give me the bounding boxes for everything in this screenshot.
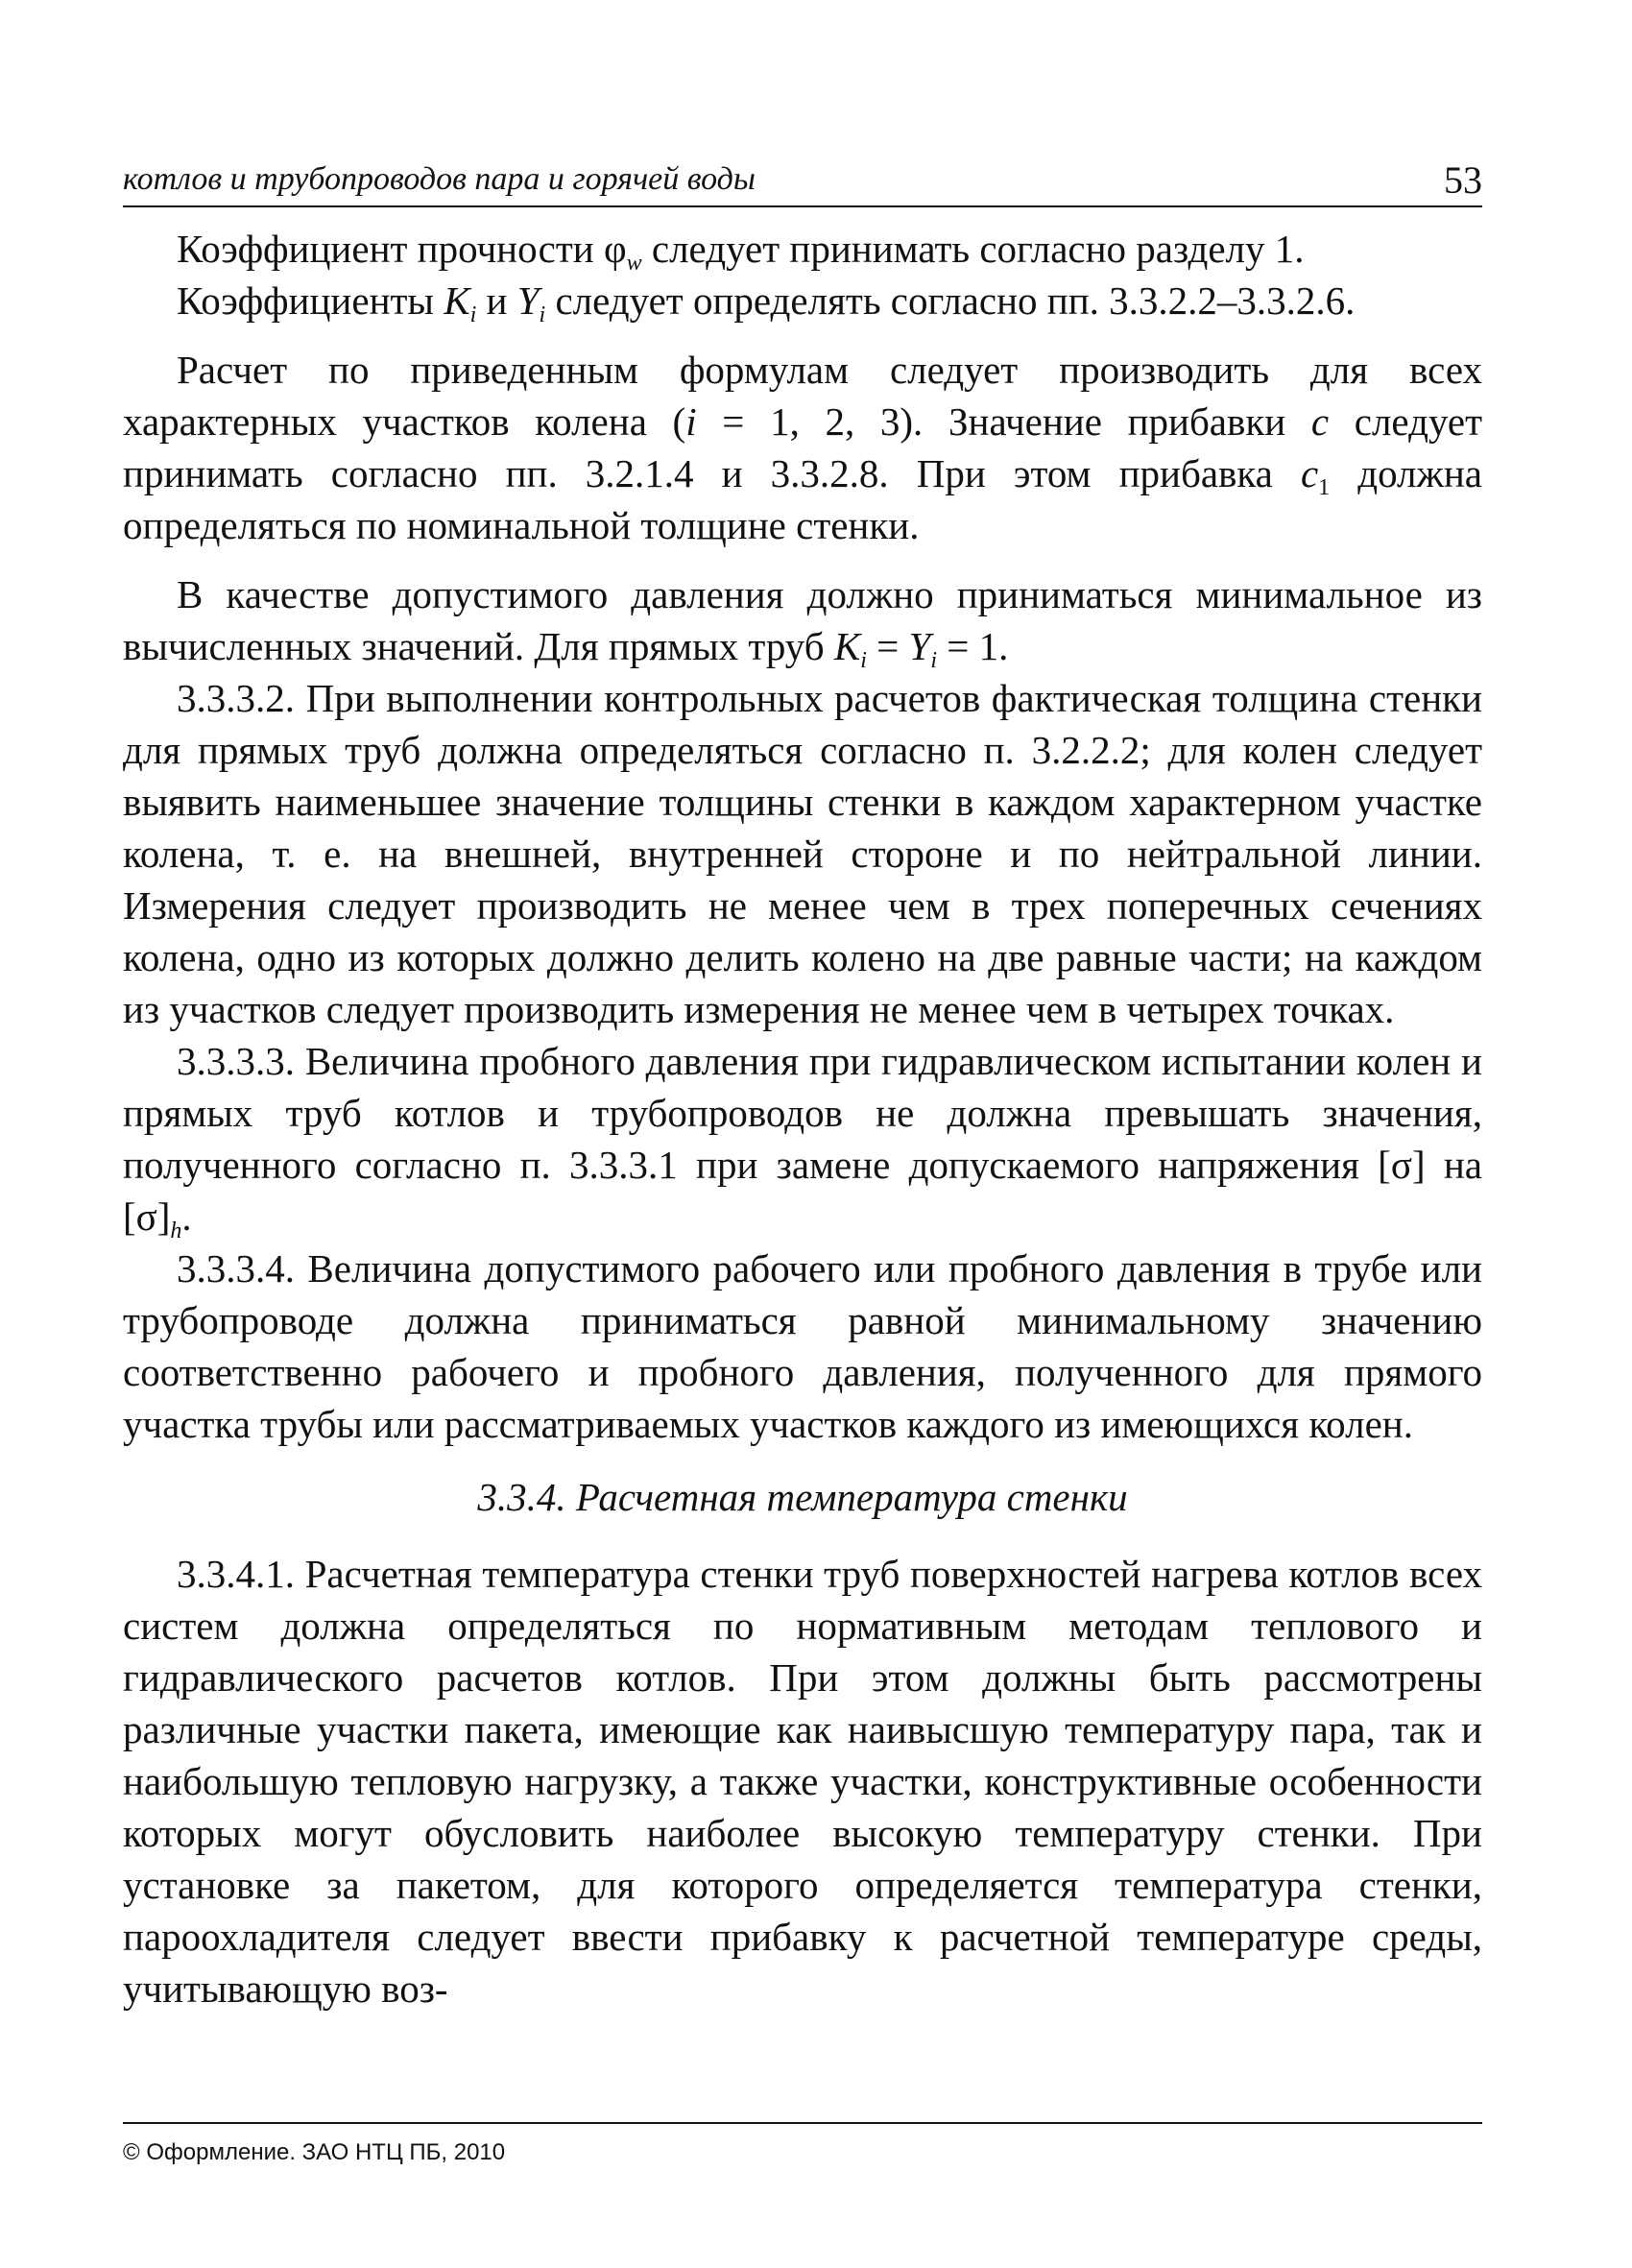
text-run: Коэффициент прочности φ bbox=[177, 227, 627, 271]
copyright-footer: © Оформление. ЗАО НТЦ ПБ, 2010 bbox=[123, 2139, 506, 2165]
symbol-k: K bbox=[833, 624, 861, 668]
text-run: = bbox=[866, 624, 909, 668]
text-run: В качестве допустимого давления должно приниматься минимальное из вычисленных значений. Для прямых труб bbox=[123, 572, 1482, 668]
page-number: 53 bbox=[1444, 158, 1482, 202]
text-run: должна определяться по номинальной толщине стенки. bbox=[123, 451, 1482, 547]
text-run: 3.3.3.3. Величина пробного давления при гидравлическом испытании колен и прямых труб котлов и трубопроводов не должна превышать значения, полученного согласно п. 3.3.3.1 при замене допускаемого напряжения [σ] на [σ] bbox=[123, 1039, 1482, 1239]
paragraph-3-3-3-3 bbox=[123, 1035, 1482, 1243]
page-body bbox=[123, 223, 1482, 2015]
symbol-i: i bbox=[685, 399, 697, 444]
running-header-title: котлов и трубопроводов пара и горячей воды bbox=[123, 161, 756, 197]
section-heading-3-3-4: 3.3.4. Расчетная температура стенки bbox=[477, 1475, 1128, 1519]
symbol-c1: c bbox=[1300, 451, 1319, 495]
subscript: h bbox=[170, 1218, 182, 1243]
running-header bbox=[123, 144, 1482, 202]
text-run: следует принимать согласно разделу 1. bbox=[641, 227, 1305, 271]
subscript: i bbox=[860, 648, 867, 673]
paragraph-3-3-3-4: 3.3.3.4. Величина допустимого рабочего или пробного давления в трубе или трубопроводе должна приниматься равной минимальному значению соответственно рабочего и пробного давления, полученного для прямого участка трубы или рассматриваемых участков каждого из имеющихся колен. bbox=[123, 1246, 1482, 1446]
subscript: i bbox=[930, 648, 938, 673]
text-run: = 1. bbox=[937, 624, 1009, 668]
text-run: следует принимать согласно пп. 3.2.1.4 и 3.3.2.8. При этом прибавка bbox=[123, 399, 1483, 495]
paragraph-coefficients-k-y bbox=[123, 275, 1482, 326]
subscript: 1 bbox=[1318, 475, 1331, 500]
text-run: . bbox=[181, 1194, 192, 1239]
symbol-c: c bbox=[1310, 399, 1330, 444]
paragraph-3-3-3-2: 3.3.3.2. При выполнении контрольных расчетов фактическая толщина стенки для прямых труб должна определяться согласно п. 3.2.2.2; для колен следует выявить наименьшее значение толщины стенки в каждом характерном участке колена, т. е. на внешней, внутренней стороне и по нейтральной линии. Измерения следует производить не менее чем в трех поперечных сечениях колена, одно из которых должно делить колено на две равные части; на каждом из участков следует производить измерения не менее чем в четырех точках. bbox=[123, 676, 1482, 1031]
paragraph-allowable-pressure bbox=[123, 568, 1482, 672]
symbol-y: Y bbox=[908, 624, 931, 668]
paragraph-strength-coefficient bbox=[123, 223, 1482, 275]
text-run: следует определять согласно пп. 3.3.2.2–3.3.2.6. bbox=[545, 278, 1356, 323]
text-run: Коэффициенты bbox=[177, 278, 444, 323]
subscript: w bbox=[626, 251, 642, 276]
symbol-k: K bbox=[444, 278, 470, 323]
paragraph-3-3-4-1: 3.3.4.1. Расчетная температура стенки труб поверхностей нагрева котлов всех систем должна определяться по нормативным методам теплового и гидравлического расчетов котлов. При этом должны быть рассмотрены различные участки пакета, имеющие как наивысшую температуру пара, так и наибольшую тепловую нагрузку, а также участки, конструктивные особенности которых могут обусловить наиболее высокую температуру стенки. При установке за пакетом, для которого определяется температура стенки, пароохладителя следует ввести прибавку к расчетной температуре среды, учитывающую воз- bbox=[123, 1552, 1482, 2011]
paragraph-calculation-sections bbox=[123, 344, 1482, 551]
text-run: и bbox=[476, 278, 517, 323]
header-divider bbox=[123, 205, 1482, 207]
footer-divider bbox=[123, 2122, 1482, 2124]
symbol-y: Y bbox=[516, 278, 540, 323]
text-run: Расчет по приведенным формулам следует производить для всех характерных участков колена ( bbox=[123, 348, 1482, 444]
subscript: i bbox=[469, 302, 477, 327]
text-run: = 1, 2, 3). Значение прибавки bbox=[696, 399, 1311, 444]
subscript: i bbox=[539, 302, 546, 327]
